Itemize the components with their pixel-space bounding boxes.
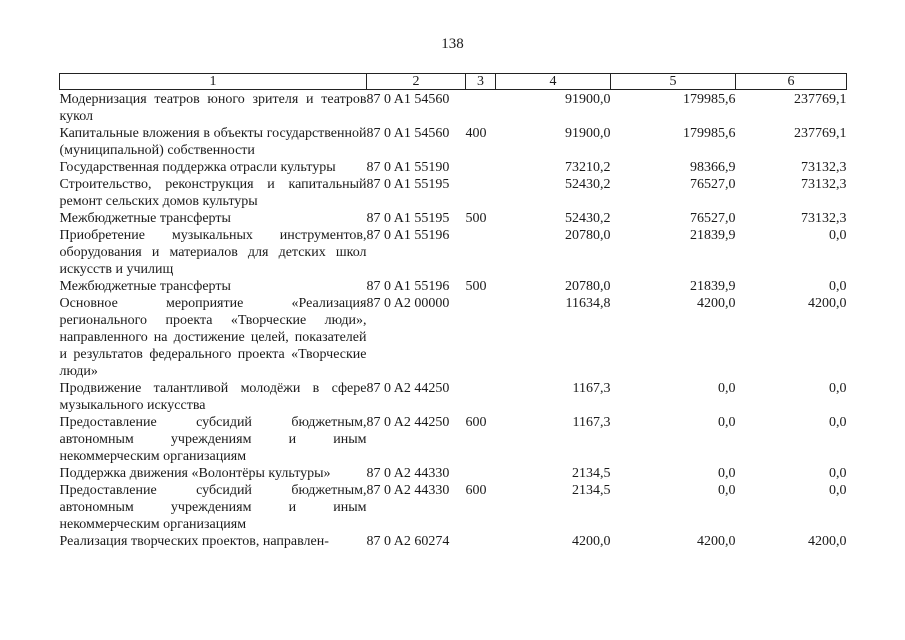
- row-value-col5: 0,0: [718, 381, 736, 396]
- row-type: [466, 91, 496, 125]
- row-value-col4: 2134,5: [572, 483, 611, 498]
- row-type: 400: [465, 126, 487, 141]
- row-value-col6: 4200,0: [808, 296, 847, 311]
- row-type: [466, 227, 496, 278]
- row-value-col5: 0,0: [718, 466, 736, 481]
- row-type: [466, 159, 496, 176]
- row-value-col5: 4200,0: [697, 296, 736, 311]
- row-value-col4: 91900,0: [565, 92, 611, 107]
- row-value-col6: 0,0: [829, 415, 847, 430]
- row-name: Продвижение талантливой молодёжи в сфере музыкального искусства: [59, 381, 367, 413]
- row-value-col5: 4200,0: [697, 534, 736, 549]
- row-value-col6: 73132,3: [801, 177, 847, 192]
- table-header-row: [60, 74, 847, 90]
- row-value-col4: 52430,2: [565, 211, 611, 226]
- row-type: [466, 465, 496, 482]
- row-value-col6: 73132,3: [801, 211, 847, 226]
- table-row: [60, 91, 847, 125]
- row-value-col5: 98366,9: [690, 160, 736, 175]
- row-value-col6: 0,0: [829, 228, 847, 243]
- row-value-col6: 0,0: [829, 466, 847, 481]
- row-code: 87 0 A1 55190: [366, 160, 450, 175]
- table-row: [60, 210, 847, 227]
- table-row: [60, 176, 847, 210]
- header-col-3: 3: [466, 74, 496, 90]
- row-type: [466, 380, 496, 414]
- row-name: Государственная поддержка отрасли культуры: [59, 160, 336, 175]
- row-value-col4: 20780,0: [565, 228, 611, 243]
- row-value-col5: 179985,6: [683, 126, 736, 141]
- table-row: [60, 278, 847, 295]
- row-name: Модернизация театров юного зрителя и театров кукол: [59, 92, 367, 124]
- header-col-4: 4: [496, 74, 611, 90]
- row-value-col6: 4200,0: [808, 534, 847, 549]
- header-col-2: 2: [367, 74, 466, 90]
- row-type: [466, 176, 496, 210]
- row-value-col4: 11634,8: [565, 296, 611, 311]
- row-type: 600: [465, 483, 487, 498]
- row-type: 500: [465, 279, 487, 294]
- header-col-5: 5: [611, 74, 736, 90]
- row-value-col6: 0,0: [829, 279, 847, 294]
- budget-table: [59, 73, 847, 550]
- row-name: Основное мероприятие «Реализация регионального проекта «Творческие люди», направленного на достижение целей, показателей и результатов федерального проекта «Творческие люди»: [59, 296, 367, 379]
- row-code: 87 0 A1 54560: [366, 126, 450, 141]
- page-number: 138: [441, 36, 464, 52]
- row-value-col5: 76527,0: [690, 211, 736, 226]
- table-row: [60, 414, 847, 465]
- row-code: 87 0 A2 60274: [366, 534, 450, 549]
- row-value-col4: 20780,0: [565, 279, 611, 294]
- table-row: [60, 465, 847, 482]
- row-name: Реализация творческих проектов, направлен-: [59, 534, 329, 549]
- table-row: [60, 533, 847, 550]
- row-type: 600: [465, 415, 487, 430]
- table-row: [60, 482, 847, 533]
- row-code: 87 0 A1 54560: [366, 92, 450, 107]
- row-value-col6: 237769,1: [794, 92, 847, 107]
- row-value-col4: 1167,3: [572, 415, 611, 430]
- row-type: [466, 533, 496, 550]
- row-name: Предоставление субсидий бюджетным, автономным учреждениям и иным некоммерческим организациям: [59, 483, 367, 532]
- row-value-col6: 0,0: [829, 381, 847, 396]
- row-name: Межбюджетные трансферты: [59, 211, 231, 226]
- row-value-col6: 73132,3: [801, 160, 847, 175]
- row-code: 87 0 A1 55195: [366, 211, 450, 226]
- table-row: [60, 125, 847, 159]
- row-name: Межбюджетные трансферты: [59, 279, 231, 294]
- row-value-col6: 0,0: [829, 483, 847, 498]
- row-value-col5: 0,0: [718, 483, 736, 498]
- row-type: [466, 295, 496, 380]
- table-row: [60, 227, 847, 278]
- row-value-col5: 0,0: [718, 415, 736, 430]
- row-code: 87 0 A1 55195: [366, 177, 450, 192]
- row-code: 87 0 A2 44250: [366, 381, 450, 396]
- row-value-col5: 76527,0: [690, 177, 736, 192]
- table-row: [60, 295, 847, 380]
- header-col-6: 6: [736, 74, 847, 90]
- row-value-col5: 21839,9: [690, 228, 736, 243]
- row-value-col5: 179985,6: [683, 92, 736, 107]
- row-name: Предоставление субсидий бюджетным, автономным учреждениям и иным некоммерческим организациям: [59, 415, 367, 464]
- row-code: 87 0 A1 55196: [366, 279, 450, 294]
- table-row: [60, 159, 847, 176]
- row-code: 87 0 A2 00000: [366, 296, 450, 311]
- row-code: 87 0 A2 44330: [366, 466, 450, 481]
- row-name: Поддержка движения «Волонтёры культуры»: [59, 466, 331, 481]
- row-name: Капитальные вложения в объекты государственной (муниципальной) собственности: [59, 126, 367, 158]
- row-value-col6: 237769,1: [794, 126, 847, 141]
- row-name: Приобретение музыкальных инструментов, оборудования и материалов для детских школ искусств и училищ: [59, 228, 367, 277]
- row-value-col4: 52430,2: [565, 177, 611, 192]
- table-row: [60, 380, 847, 414]
- row-value-col4: 73210,2: [565, 160, 611, 175]
- row-type: 500: [465, 211, 487, 226]
- row-value-col5: 21839,9: [690, 279, 736, 294]
- header-col-1: 1: [60, 74, 367, 90]
- row-value-col4: 1167,3: [572, 381, 611, 396]
- row-code: 87 0 A2 44250: [366, 415, 450, 430]
- row-value-col4: 2134,5: [572, 466, 611, 481]
- row-value-col4: 4200,0: [572, 534, 611, 549]
- row-code: 87 0 A2 44330: [366, 483, 450, 498]
- row-value-col4: 91900,0: [565, 126, 611, 141]
- row-code: 87 0 A1 55196: [366, 228, 450, 243]
- row-name: Строительство, реконструкция и капитальный ремонт сельских домов культуры: [59, 177, 367, 209]
